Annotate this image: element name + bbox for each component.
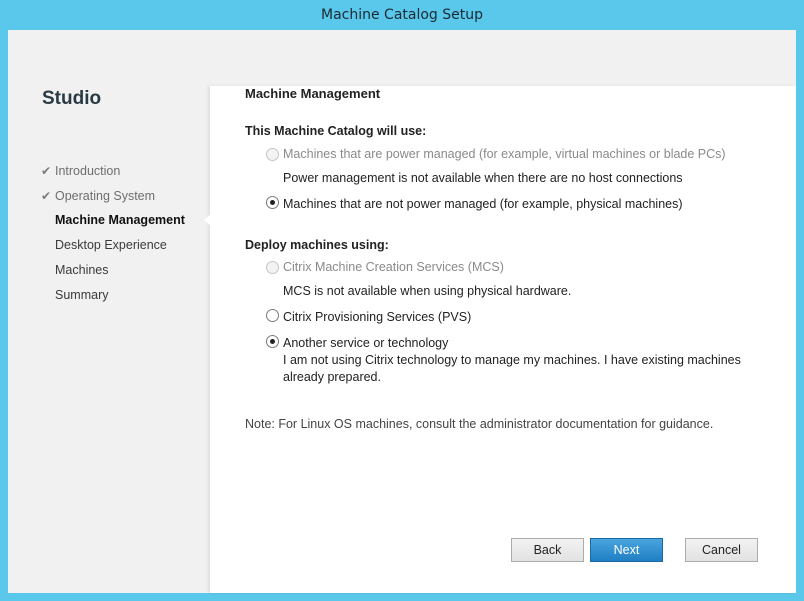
power-managed-note: Power management is not available when there are no host connections [283, 171, 683, 185]
option-pvs-label[interactable]: Citrix Provisioning Services (PVS) [283, 310, 472, 324]
option-power-managed-label: Machines that are power managed (for example, virtual machines or blade PCs) [283, 147, 726, 161]
option-not-power-managed-label[interactable]: Machines that are not power managed (for example, physical machines) [283, 197, 683, 211]
current-step-pointer [204, 213, 212, 227]
checkmark-icon: ✔ [41, 189, 52, 203]
page-title: Machine Management [245, 86, 381, 101]
step-label: Desktop Experience [55, 238, 167, 252]
wizard-client-area [8, 30, 796, 593]
step-label: Summary [55, 288, 109, 302]
window-title: Machine Catalog Setup [320, 7, 484, 23]
step-machines [41, 263, 109, 277]
step-summary [41, 288, 108, 302]
back-button[interactable]: Back [511, 538, 584, 562]
step-operating-system [41, 189, 155, 203]
radio-power-managed[interactable] [266, 148, 279, 161]
radio-selected-dot [270, 339, 275, 344]
checkmark-icon: ✔ [41, 164, 52, 178]
wizard-sidebar [8, 30, 208, 593]
step-introduction [41, 164, 120, 178]
next-button[interactable]: Next [590, 538, 663, 562]
step-desktop-experience [41, 238, 167, 252]
step-label: Introduction [55, 164, 121, 178]
radio-other-technology[interactable] [266, 335, 279, 348]
radio-not-power-managed[interactable] [266, 196, 279, 209]
other-description-line2: already prepared. [283, 370, 381, 384]
mcs-note: MCS is not available when using physical hardware. [283, 284, 572, 298]
studio-heading: Studio [42, 88, 102, 109]
step-label: Machines [55, 263, 109, 277]
step-label: Machine Management [55, 213, 185, 227]
catalog-section-heading: This Machine Catalog will use: [245, 124, 427, 138]
deploy-section-heading: Deploy machines using: [245, 238, 389, 252]
radio-selected-dot [270, 200, 275, 205]
radio-mcs[interactable] [266, 261, 279, 274]
radio-pvs[interactable] [266, 309, 279, 322]
step-machine-management [41, 213, 185, 227]
linux-note: Note: For Linux OS machines, consult the administrator documentation for guidance. [245, 417, 714, 431]
other-description-line1: I am not using Citrix technology to manage my machines. I have existing machines [283, 353, 741, 367]
option-mcs-label: Citrix Machine Creation Services (MCS) [283, 260, 504, 274]
step-label: Operating System [55, 189, 156, 203]
cancel-button[interactable]: Cancel [685, 538, 758, 562]
option-other-label[interactable]: Another service or technology [283, 336, 449, 350]
